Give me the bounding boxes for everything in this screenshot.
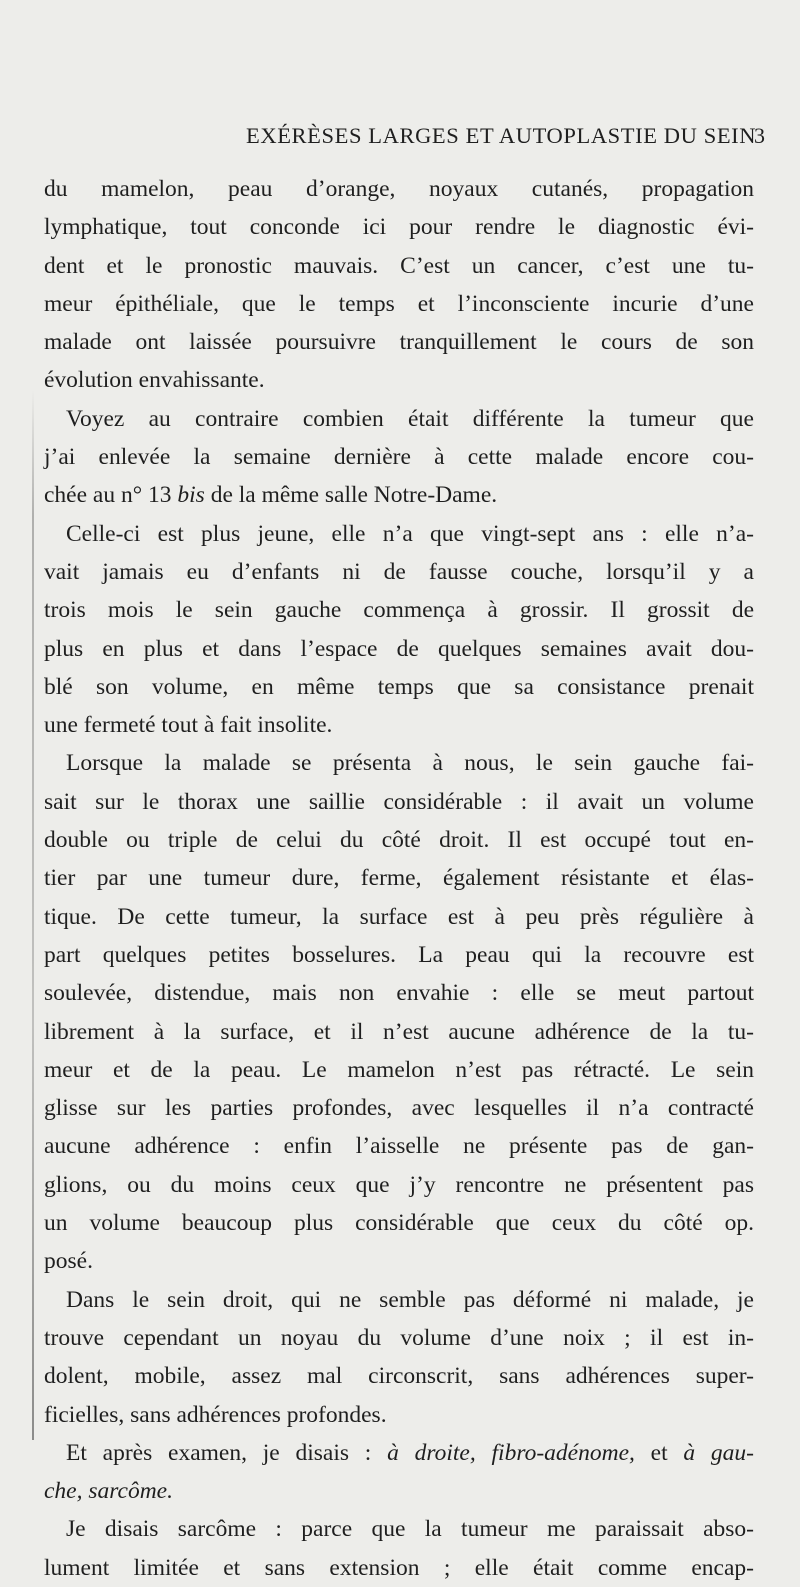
text-line: vait jamais eu d’enfants ni de fausse couche, lorsqu’il y a: [44, 558, 754, 585]
text-line: tier par une tumeur dure, ferme, également résistante et élas-: [44, 865, 754, 892]
text-segment: Et après examen, je disais :: [66, 1439, 388, 1466]
text-line: plus en plus et dans l’espace de quelques semaines avait dou-: [44, 635, 754, 662]
text-line: une fermeté tout à fait insolite.: [44, 712, 333, 739]
text-line: évolution envahissante.: [44, 367, 265, 394]
text-line: lument limitée et sans extension ; elle était comme encap-: [44, 1554, 754, 1581]
text-line: Voyez au contraire combien était différente la tumeur que: [66, 405, 754, 432]
page-number: 3: [754, 123, 765, 148]
italic-text: bis: [177, 482, 205, 509]
text-line: librement à la surface, et il n’est aucune adhérence de la tu-: [44, 1018, 754, 1045]
text-line: glisse sur les parties profondes, avec lesquelles il n’a contracté: [44, 1095, 754, 1122]
text-line: malade ont laissée poursuivre tranquillement le cours de son: [44, 329, 754, 356]
text-line: double ou triple de celui du côté droit. Il est occupé tout en-: [44, 827, 754, 854]
text-line: dent et le pronostic mauvais. C’est un cancer, c’est une tu-: [44, 252, 754, 279]
text-line-mixed: [44, 1434, 754, 1472]
text-line: meur et de la peau. Le mamelon n’est pas rétracté. Le sein: [44, 1056, 754, 1083]
text-line: posé.: [44, 1248, 93, 1275]
text-line: Lorsque la malade se présenta à nous, le sein gauche fai-: [66, 750, 754, 777]
text-segment: de la même salle Notre-Dame.: [204, 482, 498, 509]
text-segment: et: [634, 1439, 684, 1466]
text-line: glions, ou du moins ceux que j’y rencontre ne présentent pas: [44, 1171, 754, 1198]
italic-text: à gau-: [683, 1439, 754, 1466]
text-line: du mamelon, peau d’orange, noyaux cutanés, propagation: [44, 176, 754, 202]
text-line: lymphatique, tout conconde ici pour rendre le diagnostic évi-: [44, 214, 754, 241]
text-line: trois mois le sein gauche commença à grossir. Il grossit de: [44, 597, 754, 624]
text-line: ficielles, sans adhérences profondes.: [44, 1401, 387, 1428]
text-line: un volume beaucoup plus considérable que ceux du côté op.: [44, 1210, 754, 1237]
text-line: aucune adhérence : enfin l’aisselle ne présente pas de gan-: [44, 1133, 754, 1160]
text-line: Je disais sarcôme : parce que la tumeur me paraissait abso-: [66, 1516, 754, 1543]
text-line: soulevée, distendue, mais non envahie : elle se meut partout: [44, 980, 754, 1007]
text-line: part quelques petites bosselures. La peau qui la recouvre est: [44, 941, 754, 968]
text-segment: chée au n° 13: [44, 482, 178, 509]
text-line: blé son volume, en même temps que sa consistance prenait: [44, 673, 754, 700]
body-text: [44, 170, 754, 1587]
text-line-mixed: [44, 476, 754, 514]
text-line: che, sarcôme.: [44, 1478, 173, 1505]
text-line: meur épithéliale, que le temps et l’inconsciente incurie d’une: [44, 290, 754, 317]
text-line: tique. De cette tumeur, la surface est à peu près régulière à: [44, 903, 754, 930]
text-line: Dans le sein droit, qui ne semble pas déformé ni malade, je: [66, 1286, 754, 1313]
running-title: EXÉRÈSES LARGES ET AUTOPLASTIE DU SEIN: [246, 123, 757, 148]
text-line: j’ai enlevée la semaine dernière à cette malade encore cou-: [44, 444, 754, 471]
text-line: Celle-ci est plus jeune, elle n’a que vingt-sept ans : elle n’a-: [66, 520, 754, 547]
text-line: dolent, mobile, assez mal circonscrit, sans adhérences super-: [44, 1363, 754, 1390]
margin-shadow: [32, 390, 34, 1440]
running-head: [0, 123, 800, 153]
italic-text: à droite, fibro-adénome,: [387, 1439, 635, 1466]
text-line: trouve cependant un noyau du volume d’une noix ; il est in-: [44, 1324, 754, 1351]
text-line: sait sur le thorax une saillie considérable : il avait un volume: [44, 788, 754, 815]
